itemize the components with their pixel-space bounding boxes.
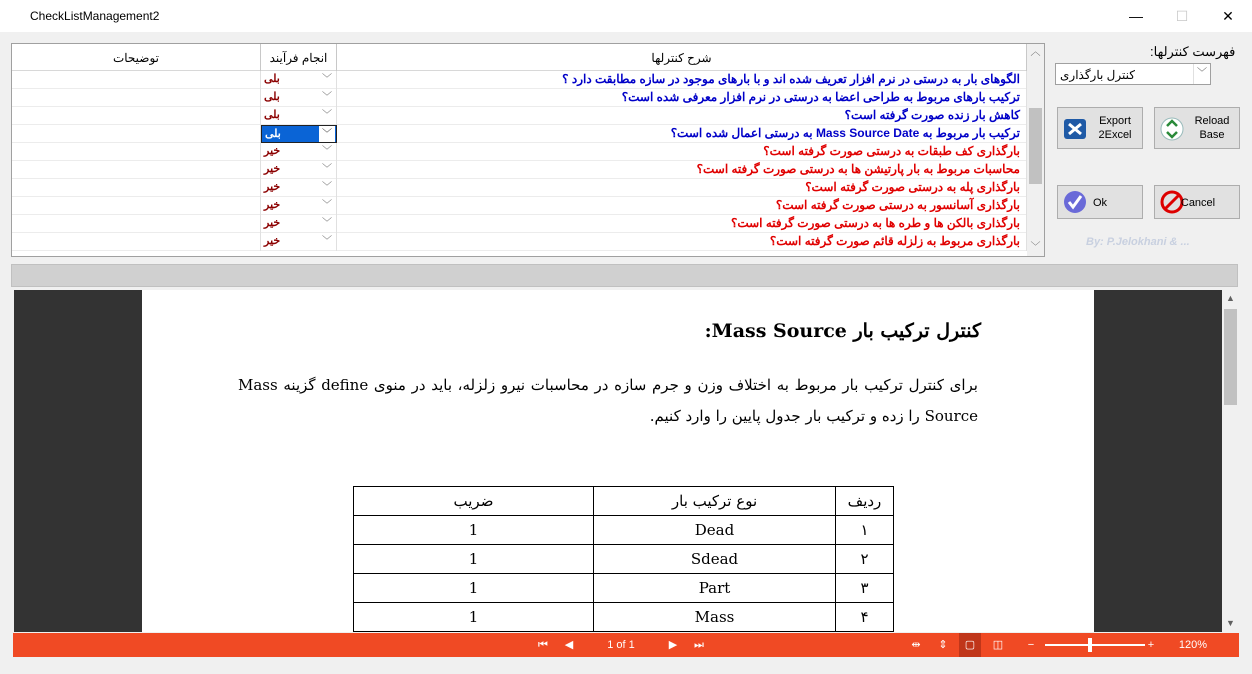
table-row[interactable] xyxy=(12,89,1027,107)
table-row[interactable] xyxy=(12,143,1027,161)
fit-width-icon[interactable]: ⇹ xyxy=(911,639,921,651)
doc-table-cell: Mass xyxy=(594,603,836,632)
check-icon xyxy=(1062,189,1088,215)
notes-cell[interactable] xyxy=(12,107,261,125)
ok-button[interactable] xyxy=(1057,185,1143,219)
next-page-icon[interactable]: ▶ xyxy=(668,639,678,651)
prev-page-icon[interactable]: ◀ xyxy=(564,639,574,651)
viewer-scroll-thumb[interactable] xyxy=(1224,309,1237,405)
doc-table-header-cell: ضریب xyxy=(354,487,594,516)
done-select[interactable] xyxy=(261,143,337,161)
grid-body xyxy=(12,71,1027,251)
table-row[interactable] xyxy=(12,125,1027,143)
table-row[interactable] xyxy=(12,71,1027,89)
doc-table-cell: ۳ xyxy=(836,574,894,603)
notes-cell[interactable] xyxy=(12,71,261,89)
scroll-down-arrow-icon[interactable]: ▼ xyxy=(1226,618,1235,628)
minimize-button[interactable]: — xyxy=(1129,8,1143,24)
scroll-down-arrow-icon[interactable]: ﹀ xyxy=(1030,242,1041,253)
export-label-2: 2Excel xyxy=(1098,129,1132,141)
notes-cell[interactable] xyxy=(12,143,261,161)
doc-table-row xyxy=(354,545,894,574)
scroll-up-arrow-icon[interactable]: ︿ xyxy=(1030,47,1041,58)
done-value: بلی xyxy=(264,73,280,85)
control-list-label: فهرست کنترلها: xyxy=(1150,44,1236,59)
description-cell: الگوهای بار به درستی در نرم افزار تعریف شده اند و با بارهای موجود در سازه مطابقت دارد ؟ xyxy=(337,71,1027,89)
done-value: خیر xyxy=(264,199,281,211)
grid-header xyxy=(12,44,1027,71)
ok-label: Ok xyxy=(1092,197,1108,209)
description-cell: کاهش بار زنده صورت گرفته است؟ xyxy=(337,107,1027,125)
zoom-in-icon[interactable]: + xyxy=(1147,639,1155,651)
chevron-down-icon[interactable]: ﹀ xyxy=(1193,64,1210,84)
two-page-icon[interactable]: ◫ xyxy=(992,639,1004,651)
chevron-down-icon[interactable]: ﹀ xyxy=(322,110,332,121)
control-list-select[interactable] xyxy=(1055,63,1211,85)
doc-table-cell: Dead xyxy=(594,516,836,545)
done-select[interactable] xyxy=(261,215,337,233)
done-select[interactable] xyxy=(261,161,337,179)
last-page-icon[interactable]: ⏭ xyxy=(694,639,704,651)
cancel-button[interactable] xyxy=(1154,185,1240,219)
doc-paragraph: برای کنترل ترکیب بار مربوط به اختلاف وزن و جرم سازه در محاسبات نیرو زلزله، باید در منوی define گزینه Mass Source را زده و ترکیب بار جدول پایین را وارد کنیم. xyxy=(238,376,978,425)
excel-icon xyxy=(1062,116,1088,142)
done-value: خیر xyxy=(264,145,281,157)
control-list-value: کنترل بارگذاری xyxy=(1060,68,1135,82)
pdf-page xyxy=(142,290,1094,632)
scroll-thumb[interactable] xyxy=(1029,108,1042,184)
chevron-down-icon[interactable]: ﹀ xyxy=(319,126,335,143)
done-select[interactable] xyxy=(261,71,337,89)
done-value: خیر xyxy=(264,163,281,175)
recycle-icon xyxy=(1159,116,1185,142)
doc-table-header-cell: نوع ترکیب بار xyxy=(594,487,836,516)
done-select[interactable] xyxy=(261,197,337,215)
doc-table-cell: ۴ xyxy=(836,603,894,632)
header-description[interactable]: شرح کنترلها xyxy=(337,44,1027,71)
reload-base-button[interactable] xyxy=(1154,107,1240,149)
description-cell: محاسبات مربوط به بار پارتیشن ها به درستی صورت گرفته است؟ xyxy=(337,161,1027,179)
notes-cell[interactable] xyxy=(12,215,261,233)
doc-table-cell: 1 xyxy=(354,516,594,545)
doc-table xyxy=(353,486,894,632)
doc-table-cell: 1 xyxy=(354,545,594,574)
chevron-down-icon[interactable]: ﹀ xyxy=(322,200,332,211)
notes-cell[interactable] xyxy=(12,89,261,107)
doc-table-header-cell: ردیف xyxy=(836,487,894,516)
description-cell: بارگذاری آسانسور به درستی صورت گرفته است؟ xyxy=(337,197,1027,215)
done-value: خیر xyxy=(264,181,281,193)
done-select[interactable] xyxy=(261,89,337,107)
zoom-level: 120% xyxy=(1178,639,1208,651)
checklist-grid xyxy=(11,43,1045,257)
done-value: خیر xyxy=(264,235,281,247)
description-cell: ترکیب بار مربوط به Mass Source Date به درستی اعمال شده است؟ xyxy=(337,125,1027,143)
chevron-down-icon[interactable]: ﹀ xyxy=(322,146,332,157)
maximize-button[interactable]: ☐ xyxy=(1175,7,1189,24)
splitter-bar[interactable] xyxy=(11,264,1238,287)
doc-table-header xyxy=(354,487,894,516)
notes-cell[interactable] xyxy=(12,125,261,143)
reload-label-1: Reload xyxy=(1194,115,1230,127)
zoom-slider[interactable] xyxy=(1045,644,1145,646)
title-bar xyxy=(0,0,1252,32)
done-value: بلی xyxy=(264,109,280,121)
done-value: خیر xyxy=(264,217,281,229)
grid-scrollbar[interactable] xyxy=(1027,44,1044,256)
header-notes[interactable]: توضیحات xyxy=(12,44,261,71)
scroll-up-arrow-icon[interactable]: ▲ xyxy=(1226,293,1235,303)
chevron-down-icon[interactable]: ﹀ xyxy=(322,236,332,247)
notes-cell[interactable] xyxy=(12,179,261,197)
chevron-down-icon[interactable]: ﹀ xyxy=(322,164,332,175)
done-select[interactable] xyxy=(261,125,337,143)
doc-table-row xyxy=(354,603,894,632)
cancel-label: Cancel xyxy=(1180,197,1216,209)
doc-table-row xyxy=(354,574,894,603)
pdf-viewer[interactable] xyxy=(14,290,1222,632)
chevron-down-icon[interactable]: ﹀ xyxy=(322,92,332,103)
done-select[interactable] xyxy=(261,179,337,197)
table-row[interactable] xyxy=(12,215,1027,233)
notes-cell[interactable] xyxy=(12,233,261,251)
page-indicator[interactable]: 1 of 1 xyxy=(607,639,635,651)
notes-cell[interactable] xyxy=(12,197,261,215)
table-row[interactable] xyxy=(12,233,1027,251)
first-page-icon[interactable]: ⏮ xyxy=(538,639,548,651)
description-cell: بارگذاری مربوط به زلزله قائم صورت گرفته است؟ xyxy=(337,233,1027,251)
description-cell: بارگذاری بالکن ها و طره ها به درستی صورت گرفته است؟ xyxy=(337,215,1027,233)
done-select[interactable] xyxy=(261,233,337,251)
doc-table-row xyxy=(354,516,894,545)
chevron-down-icon[interactable]: ﹀ xyxy=(322,218,332,229)
done-value: بلی xyxy=(264,91,280,103)
doc-heading: کنترل ترکیب بار Mass Source: xyxy=(704,320,981,342)
header-done[interactable]: انجام فرآیند xyxy=(261,44,337,71)
notes-cell[interactable] xyxy=(12,161,261,179)
doc-table-cell: 1 xyxy=(354,574,594,603)
doc-table-cell: ۲ xyxy=(836,545,894,574)
export-excel-button[interactable] xyxy=(1057,107,1143,149)
description-cell: ترکیب بارهای مربوط به طراحی اعضا به درستی در نرم افزار معرفی شده است؟ xyxy=(337,89,1027,107)
pdf-toolbar xyxy=(13,633,1239,657)
description-cell: بارگذاری کف طبقات به درستی صورت گرفته است؟ xyxy=(337,143,1027,161)
doc-table-cell: 1 xyxy=(354,603,594,632)
chevron-down-icon[interactable]: ﹀ xyxy=(322,74,332,85)
close-button[interactable]: ✕ xyxy=(1222,7,1234,24)
reload-label-2: Base xyxy=(1199,129,1225,141)
table-row[interactable] xyxy=(12,179,1027,197)
table-row[interactable] xyxy=(12,107,1027,125)
doc-table-cell: Sdead xyxy=(594,545,836,574)
zoom-slider-thumb[interactable] xyxy=(1088,638,1092,652)
doc-table-cell: ۱ xyxy=(836,516,894,545)
zoom-out-icon[interactable]: − xyxy=(1027,639,1035,651)
viewer-scrollbar[interactable] xyxy=(1222,290,1239,632)
credit-text: By: P.Jelokhani & ... xyxy=(1086,236,1190,248)
doc-table-cell: Part xyxy=(594,574,836,603)
done-select[interactable] xyxy=(261,107,337,125)
chevron-down-icon[interactable]: ﹀ xyxy=(322,182,332,193)
single-page-icon[interactable]: ▢ xyxy=(959,633,981,657)
window-title: CheckListManagement2 xyxy=(30,9,160,23)
fit-height-icon[interactable]: ⇕ xyxy=(938,639,948,651)
done-value: بلی xyxy=(265,128,281,140)
description-cell: بارگذاری پله به درستی صورت گرفته است؟ xyxy=(337,179,1027,197)
export-label-1: Export xyxy=(1099,115,1131,127)
table-row[interactable] xyxy=(12,197,1027,215)
table-row[interactable] xyxy=(12,161,1027,179)
